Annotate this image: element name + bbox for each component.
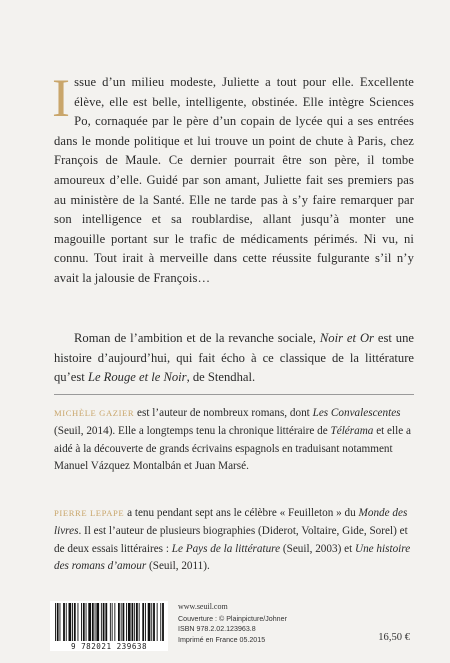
pitch-text-1: Roman de l’ambition et de la revanche sociale, <box>74 331 320 345</box>
author-name: MICHÈLE GAZIER <box>54 408 135 418</box>
publisher-website: www.seuil.com <box>178 602 228 611</box>
barcode-icon <box>52 603 166 641</box>
divider <box>54 394 414 395</box>
drop-cap: I <box>52 68 71 128</box>
pitch-text-3: , de Stendhal. <box>186 370 256 385</box>
author-name: PIERRE LEPAPE <box>54 508 125 518</box>
book-title-rouge-et-noir: Le Rouge et le Noir <box>87 370 187 385</box>
pitch-paragraph <box>54 329 414 388</box>
price: 16,50 € <box>378 632 410 643</box>
book-title-noir-et-or: Noir et Or <box>319 331 374 345</box>
isbn-barcode <box>50 601 168 651</box>
author-bio-gazier: MICHÈLE GAZIER est l’auteur de nombreux romans, dont Les Convalescentes (Seuil, 2014). Elle a longtemps tenu la chronique littéraire de Télérama et elle a aidé à la découverte de grands écrivains espagnols en traduisant notamment Manuel Vázquez Montalbán et Juan Marsé. <box>54 407 411 473</box>
synopsis-paragraph <box>52 68 414 289</box>
isbn-text: ISBN 978.2.02.123963.8 <box>178 625 256 634</box>
cover-credit: Couverture : © Plainpicture/Johner <box>178 614 287 623</box>
pitch-text-2: est une histoire d’aujourd’hui, qui fait écho à ce classique de la littérature qu’est <box>54 331 414 385</box>
author-bio-lepape: PIERRE LEPAPE a tenu pendant sept ans le célèbre « Feuilleton » du Monde des livres. Il est l’auteur de plusieurs biographies (Diderot, Voltaire, Gide, Sorel) et de deux essais littéraires : Le Pays de la littérature (Seuil, 2003) et Une histoire des romans d’amour (Seuil, 2011). <box>54 507 411 573</box>
colophon <box>178 602 328 645</box>
barcode-number: 9 782021 239638 <box>70 642 148 651</box>
synopsis-text: ssue d’un milieu modeste, Juliette a tout pour elle. Excellente élève, elle est belle, intelligente, obstinée. Elle intègre Sciences Po, cornaquée par le père d’un copain de lycée qui a ses entrées dans le monde politique et lui trouve un point de chute à Paris, chez François de Maule. Ce dernier pourrait être son père, il tombe amoureux d’elle. Guidé par son amant, Juliette fait ses premiers pas au ministère de la Santé. Elle ne tarde pas à s’y faire remarquer par son intelligence et sa roublardise, allant jusqu’à monter une magouille portant sur le trafic de médicaments périmés. Ni vu, ni connu. Tout irait à merveille dans cette réussite fulgurante s’il n’y avait la jalousie de François… <box>54 75 414 285</box>
print-info: Imprimé en France 05.2015 <box>178 635 266 644</box>
